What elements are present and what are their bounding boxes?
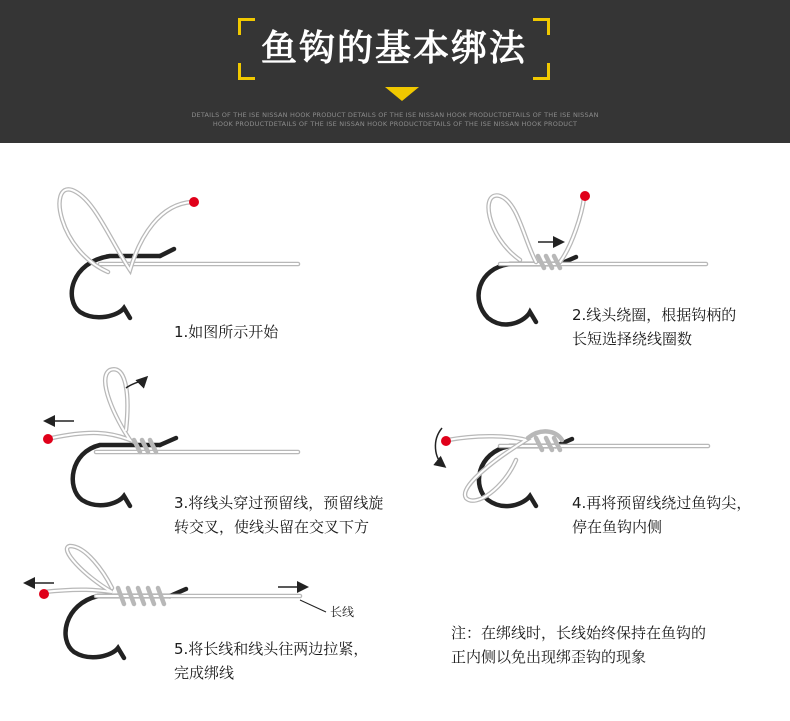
- step-5-label: [174, 637, 368, 685]
- subtitle-line-1: DETAILS OF THE ISE NISSAN HOOK PRODUCT DETAILS OF THE ISE NISSAN HOOK PRODUCTDETAILS OF THE ISE NISSAN: [191, 111, 599, 119]
- line-tip-dot: [39, 589, 49, 599]
- step-4-line-2: 停在鱼钩内侧: [572, 518, 663, 536]
- step-3-line-2: 转交叉，使线头留在交叉下方: [174, 518, 370, 536]
- header-banner: [0, 0, 790, 143]
- step-3-line-1: 3.将线头穿过预留线，预留线旋: [174, 494, 384, 512]
- fishing-line: [44, 546, 300, 604]
- fish-hook: [479, 446, 556, 506]
- hook-eye: [160, 249, 174, 256]
- step-3-illustration: [43, 369, 298, 506]
- step-5-line-2: 完成绑线: [174, 664, 235, 682]
- step-2-line-2: 长短选择绕线圈数: [572, 330, 693, 348]
- step-2-label: [572, 303, 736, 351]
- line-tip-dot: [43, 434, 53, 444]
- step-3-label: [174, 491, 383, 539]
- fish-hook: [479, 264, 560, 324]
- hook-eye: [160, 438, 176, 445]
- title-frame: [238, 18, 550, 80]
- page-title: 鱼钩的基本绑法: [260, 28, 527, 69]
- leader-line: [300, 600, 326, 612]
- step-5-line-1: 5.将长线和线头往两边拉紧，: [174, 640, 369, 658]
- subtitle-line-2: HOOK PRODUCTDETAILS OF THE ISE NISSAN HOOK PRODUCTDETAILS OF THE ISE NISSAN HOOK PRODUCT: [212, 120, 578, 128]
- step-4-label: [572, 491, 751, 539]
- line-tip-dot: [441, 436, 451, 446]
- fishing-line: [489, 195, 706, 268]
- line-tip-dot: [189, 197, 199, 207]
- rotate-arrow-icon: [435, 428, 444, 466]
- step-4-line-1: 4.再将预留线绕过鱼钩尖，: [572, 494, 752, 512]
- step-1-line-1: 1.如图所示开始: [174, 323, 279, 341]
- line-tip-dot: [580, 191, 590, 201]
- step-1-illustration: [60, 189, 298, 318]
- long-line-label: 长线: [330, 605, 355, 619]
- rotate-arrow-icon: [126, 378, 146, 388]
- title-arrow-icon: [385, 87, 419, 101]
- note: [451, 621, 706, 669]
- step-1-label: [174, 320, 278, 344]
- step-2-line-1: 2.线头绕圈，根据钩柄的: [572, 306, 737, 324]
- note-line-1: 注：在绑线时，长线始终保持在鱼钩的: [451, 624, 707, 642]
- note-line-2: 正内侧以免出现绑歪钩的现象: [451, 648, 647, 666]
